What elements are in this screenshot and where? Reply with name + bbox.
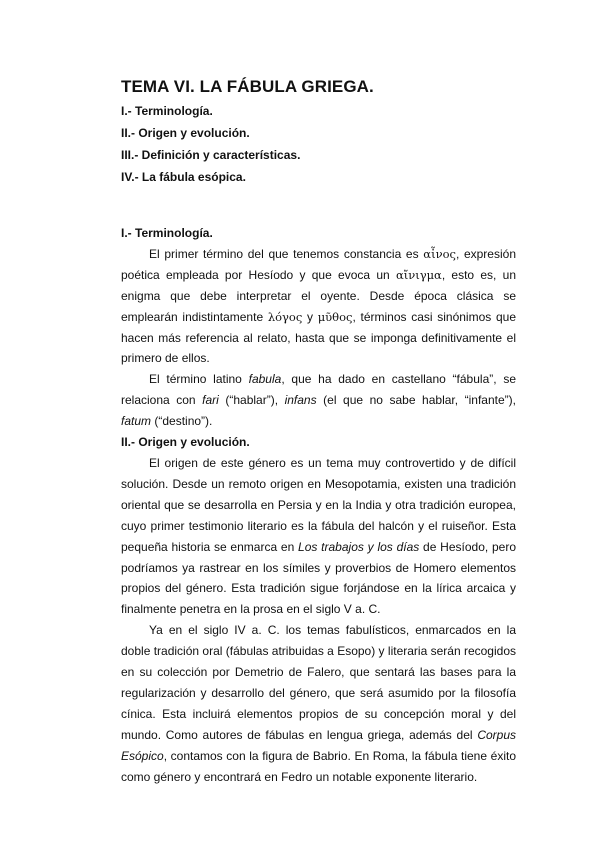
greek-word: αἴνιγμα xyxy=(395,267,442,282)
paragraph xyxy=(121,453,516,620)
text-run: , que ha dado en castellano “fábula”, se relaciona con xyxy=(121,372,516,408)
section-heading-origen: II.- Origen y evolución. xyxy=(121,435,250,450)
document-body xyxy=(121,223,516,787)
text-run: El origen de este género es un tema muy controvertido y de difícil solución. Desde un remoto origen en Mesopotamia, existen una tradición oriental que se desarrolla en Persia y en la India y otra tradición europea, cuyo primer testimonio literario es la fábula del halcón y el ruiseñor. Esta pequeña historia se enmarca en xyxy=(121,455,516,554)
paragraph xyxy=(121,244,516,369)
text-run: , expresión poética empleada por Hesíodo y que evoca un xyxy=(121,246,516,282)
paragraph xyxy=(121,369,516,432)
text-run: y xyxy=(302,309,318,324)
greek-word: αἶνος xyxy=(423,246,456,261)
book-title: Corpus Esópico xyxy=(121,727,516,763)
latin-word: fari xyxy=(202,393,219,408)
greek-word: μῦθος xyxy=(317,309,353,324)
text-run: (“hablar”), xyxy=(218,393,285,408)
latin-word: fatum xyxy=(121,414,152,429)
text-run: , términos casi sinónimos que hacen más referencia al relato, hasta que se imponga definitivamente el primero de ellos. xyxy=(121,309,516,366)
latin-word: infans xyxy=(284,393,317,408)
text-run: (“destino”). xyxy=(151,414,213,429)
toc-item: IV.- La fábula esópica. xyxy=(121,170,246,184)
text-run: El término latino xyxy=(149,372,249,387)
section-heading-terminologia: I.- Terminología. xyxy=(121,226,213,240)
greek-word: λόγος xyxy=(267,309,303,324)
latin-word: fabula xyxy=(248,372,282,387)
toc-item: II.- Origen y evolución. xyxy=(121,126,250,140)
text-run: , contamos con la figura de Babrio. En Roma, la fábula tiene éxito como género y encontrará en Fedro un notable exponente literario. xyxy=(121,748,516,784)
document-title: TEMA VI. LA FÁBULA GRIEGA. xyxy=(121,77,374,96)
toc-item: III.- Definición y características. xyxy=(121,148,301,162)
paragraph xyxy=(121,620,516,787)
book-title: Los trabajos y los días xyxy=(298,539,420,554)
text-run: , esto es, un enigma que debe interpretar el oyente. Desde época clásica se emplearán indistintamente xyxy=(121,267,516,324)
text-run: (el que no sabe hablar, “infante”), xyxy=(316,393,516,408)
table-of-contents xyxy=(121,100,300,188)
text-run: Ya en el siglo IV a. C. los temas fabulísticos, enmarcados en la doble tradición oral (fábulas atribuidas a Esopo) y literaria serán recogidos en su colección por Demetrio de Falero, que sentará las bases para la regularización y desarrollo del género, que será asumido por la filosofía cínica. Esta incluirá elementos propios de su concepción moral y del mundo. Como autores de fábulas en lengua griega, además del xyxy=(121,623,516,742)
text-run: El primer término del que tenemos constancia es xyxy=(149,246,424,261)
toc-item: I.- Terminología. xyxy=(121,104,213,118)
text-run: de Hesíodo, pero podríamos ya rastrear en los símiles y proverbios de Homero elementos propios del género. Esta tradición sigue forjándose en la lírica arcaica y finalmente penetra en la prosa en el siglo V a. C. xyxy=(121,539,516,617)
